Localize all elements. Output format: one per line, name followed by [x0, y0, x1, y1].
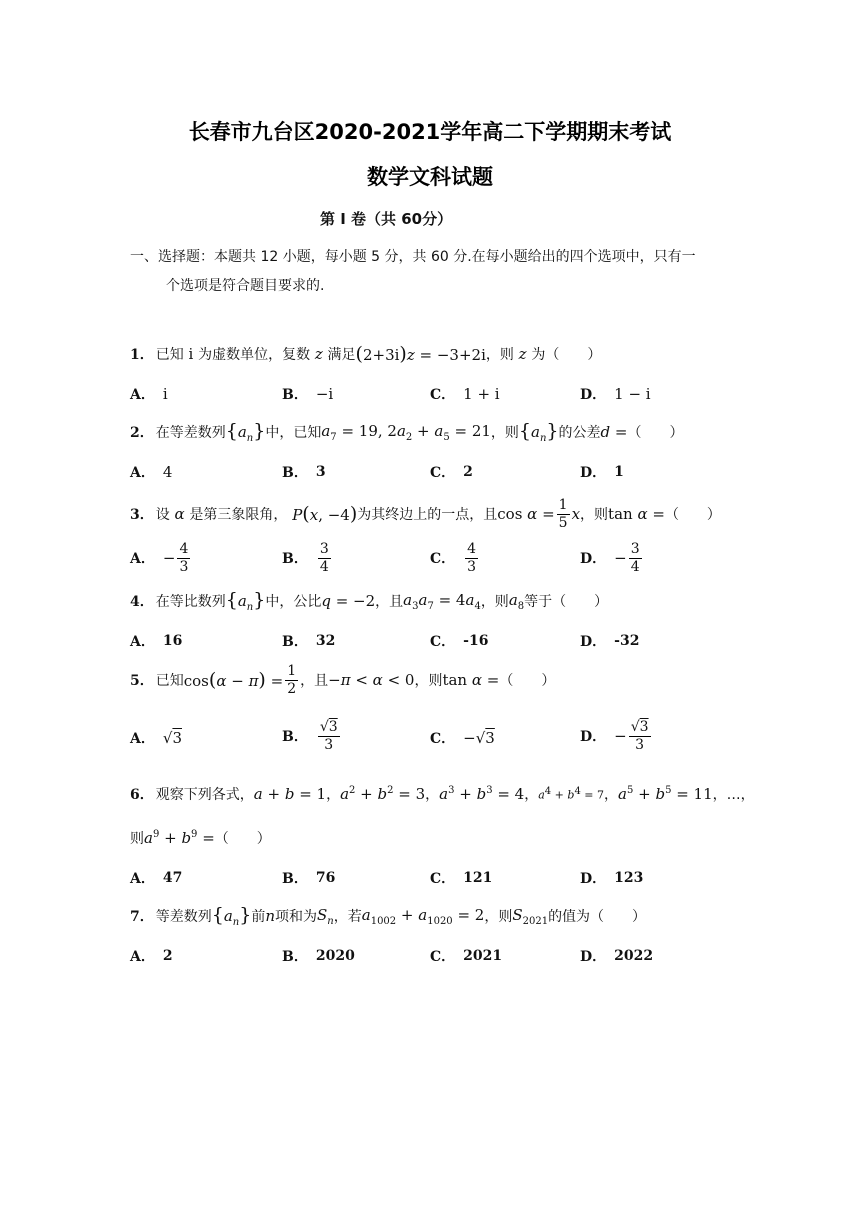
question-text: 观察下列各式，: [155, 787, 254, 803]
option-c[interactable]: C． 2021: [430, 948, 503, 965]
question-text: 的公差: [558, 425, 601, 441]
question-text: ，若: [333, 909, 362, 925]
option-a[interactable]: A． i: [130, 385, 168, 403]
question-number: 1．: [130, 347, 154, 363]
question-number: 4．: [130, 594, 154, 610]
question-text: ，则: [484, 909, 513, 925]
question-text: 中，已知: [265, 425, 322, 441]
question-text: 已知: [155, 673, 184, 689]
question-text: 则: [130, 831, 144, 847]
question-text: （ ）: [627, 425, 684, 441]
question-text: 前: [251, 909, 266, 925]
exam-title: 长春市九台区2020-2021学年高二下学期期末考试: [188, 120, 672, 144]
option-d[interactable]: D． − $\frac{√3}{3}$: [580, 718, 649, 753]
question-text: ，则: [414, 673, 443, 689]
question-5: 5． 已知 cos(α − π) = $\frac{1}{2}$ ，且 −π < α < 0 ，则 tan α = （ ）: [130, 662, 556, 697]
question-number: 5．: [130, 673, 154, 689]
option-a[interactable]: A． 16: [130, 633, 183, 650]
question-text: 等差数列: [155, 909, 212, 925]
question-number: 3．: [130, 507, 154, 523]
option-d[interactable]: D． − $\frac{3}{4}$: [580, 540, 640, 575]
option-d[interactable]: D． 123: [580, 870, 644, 887]
question-text: 满足: [327, 347, 356, 363]
option-b[interactable]: B． 2020: [282, 948, 355, 965]
option-a[interactable]: A． 47: [130, 870, 183, 887]
question-text: 等于（ ）: [524, 594, 609, 610]
option-b[interactable]: B． 76: [282, 870, 336, 887]
option-a[interactable]: A． √3: [130, 729, 182, 747]
exam-subtitle: 数学文科试题: [367, 165, 493, 189]
option-a[interactable]: A． 4: [130, 463, 173, 481]
question-number: 6．: [130, 787, 154, 803]
question-text: （ ）: [664, 507, 721, 523]
option-c[interactable]: C． −√3: [430, 729, 495, 747]
instructions-line-2: 个选项是符合题目要求的.: [166, 278, 325, 294]
question-2: 2． 在等差数列 $\{a_n\}$ 中，已知 $a_7 = 19$, $2a_2 + a_5 = 21$ ，则 $\{a_n\}$ 的公差 d = （ ）: [130, 420, 684, 444]
question-text: ，且: [300, 673, 329, 689]
question-6-line-2: 则 $a^9 + b^9$ = （ ）: [130, 829, 271, 847]
option-d[interactable]: D． -32: [580, 633, 640, 650]
question-text: ，则: [490, 425, 519, 441]
option-b[interactable]: B． −i: [282, 385, 334, 403]
question-text: （ ）: [214, 831, 271, 847]
question-text: 的值为（ ）: [548, 909, 647, 925]
question-text: 为虚数单位，复数: [198, 347, 311, 363]
option-c[interactable]: C． 1 + i: [430, 385, 500, 403]
question-text: 为（ ）: [531, 347, 602, 363]
question-text: 项和为: [275, 909, 318, 925]
question-1: 1． 已知 i 为虚数单位，复数 z 满足 (2+3i)z = −3+2i ，则 z 为（ ）: [130, 343, 602, 365]
question-text: （ ）: [499, 673, 556, 689]
option-b[interactable]: B． $\frac{√3}{3}$: [282, 718, 338, 753]
instructions-line-1: 一、选择题：本题共 12 小题，每小题 5 分，共 60 分.在每小题给出的四个选项中，只有一: [130, 249, 696, 265]
question-3: 3． 设 α 是第三象限角， P(x, −4) 为其终边上的一点，且 cos α = $\frac{1}{5}$ x ，则 tan α = （ ）: [130, 496, 721, 531]
question-text: 在等差数列: [155, 425, 226, 441]
question-text: ，则: [580, 507, 609, 523]
question-text: 在等比数列: [155, 594, 226, 610]
question-text: 已知: [155, 347, 184, 363]
option-a[interactable]: A． − $\frac{4}{3}$: [130, 540, 189, 575]
question-6: 6． 观察下列各式， a + b = 1 ， $a^2 + b^2 = 3$ ， $a^3 + b^3 = 4$ ， $a^4 + b^4 = 7$ ， $a^5 + b^5 = 11$ ，…，: [130, 785, 755, 803]
option-a[interactable]: A． 2: [130, 948, 173, 965]
option-d[interactable]: D． 1 − i: [580, 385, 651, 403]
option-d[interactable]: D． 2022: [580, 948, 654, 965]
question-text: ，则: [485, 347, 514, 363]
question-text: ，…，: [712, 787, 755, 803]
question-text: 为其终边上的一点，且: [357, 507, 498, 523]
question-text: 是第三象限角，: [189, 507, 288, 523]
question-4: 4． 在等比数列 $\{a_n\}$ 中，公比 q = −2 ，且 $a_3a_7 = 4a_4$ ，则 $a_8$ 等于（ ）: [130, 589, 609, 613]
question-text: 中，公比: [265, 594, 322, 610]
section-heading: 第 I 卷（共 60分）: [320, 210, 453, 228]
question-number: 7．: [130, 909, 154, 925]
option-c[interactable]: C． -16: [430, 633, 489, 650]
question-7: 7． 等差数列 $\{a_n\}$ 前 n 项和为 $S_n$ ，若 $a_{1002} + a_{1020} = 2$ ，则 $S_{2021}$ 的值为（ ）: [130, 904, 647, 928]
option-b[interactable]: B． 32: [282, 633, 336, 650]
option-c[interactable]: C． $\frac{4}{3}$: [430, 540, 477, 575]
option-d[interactable]: D． 1: [580, 464, 624, 481]
question-text: ，则: [480, 594, 509, 610]
option-b[interactable]: B． 3: [282, 464, 326, 481]
question-text: 设: [155, 507, 170, 523]
option-b[interactable]: B． $\frac{3}{4}$: [282, 540, 329, 575]
question-number: 2．: [130, 425, 154, 441]
question-text: ，且: [375, 594, 404, 610]
option-c[interactable]: C． 2: [430, 464, 473, 481]
option-c[interactable]: C． 121: [430, 870, 493, 887]
